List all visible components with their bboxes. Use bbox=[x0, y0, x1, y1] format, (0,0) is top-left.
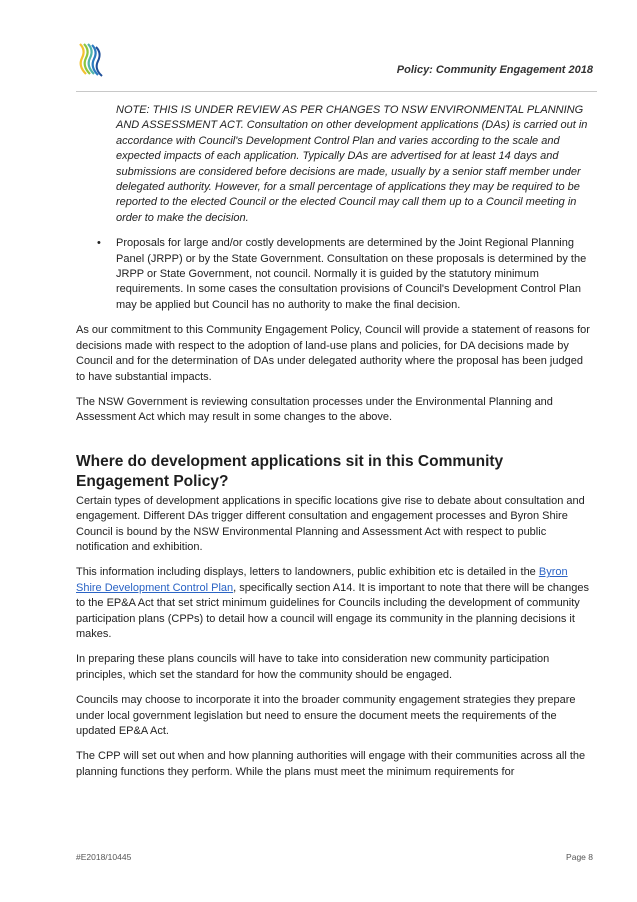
dcp-text-after: , specifically section A14. It is important to note that there will be changes to the EP&A Act that set strict minimum guidelines for Councils including the development of community participation plans (CPPs) to detail how a council will engage its community in the planning decisions it makes. bbox=[76, 581, 589, 640]
paragraph: The CPP will set out when and how planning authorities will engage with their communities across all the planning functions they perform. While the plans must meet the minimum requirements for bbox=[76, 750, 586, 778]
paragraph: In preparing these plans councils will have to take into consideration new community participation principles, which set the standard for how the community should be engaged. bbox=[76, 653, 550, 681]
paragraph: As our commitment to this Community Engagement Policy, Council will provide a statement of reasons for decisions made with respect to the adoption of land-use plans and policies, for DA decisions made by Council and for the determination of DAs under delegated authority where the proposal has been judged to have substantial impacts. bbox=[76, 324, 590, 383]
paragraph: Certain types of development applications in specific locations give rise to debate about consultation and engagement. Different DAs trigger different consultation and engagement processes and Byron Shire Council is bound by the NSW Environmental Planning and Assessment Act with respect to public notification and exhibition. bbox=[76, 494, 585, 553]
bullet-marker: • bbox=[97, 237, 101, 250]
document-reference: #E2018/10445 bbox=[76, 852, 132, 862]
page-number: Page 8 bbox=[566, 852, 593, 862]
list-item bbox=[76, 236, 592, 313]
dcp-link[interactable]: Byron Shire Development Control Plan bbox=[76, 566, 568, 594]
council-logo-icon bbox=[74, 40, 114, 80]
section-heading: Where do development applications sit in this Community Engagement Policy? bbox=[76, 452, 504, 490]
list-item-text: Proposals for large and/or costly developments are determined by the Joint Regional Planning Panel (JRPP) or by the State Government. Consultation on these proposals is determined by the JRPP or State Government, not council. Normally it is guided by the statutory minimum requirements. In some cases the consultation provisions of Council's Development Control Plan may be applied but Council has no authority to make the final decision. bbox=[116, 237, 587, 311]
header-divider bbox=[76, 91, 597, 92]
dcp-paragraph bbox=[76, 565, 592, 642]
paragraph: Councils may choose to incorporate it into the broader community engagement strategies they prepare under local government legislation but need to ensure the document meets the requirements of the updated EP&A Act. bbox=[76, 694, 576, 737]
page-body bbox=[76, 103, 592, 790]
dcp-text-before: This information including displays, letters to landowners, public exhibition etc is detailed in the bbox=[76, 566, 539, 579]
review-note: NOTE: THIS IS UNDER REVIEW AS PER CHANGES TO NSW ENVIRONMENTAL PLANNING AND ASSESSMENT ACT. Consultation on other development applications (DAs) is carried out in accordance with Council's Development Control Plan and varies according to the scale and expected impacts of each application. Typically DAs are advertised for at least 14 days and submissions are considered before decisions are made, usually by a senior staff member under delegated authority. However, for a small percentage of applications they may be required to be reported to the elected Council or the elected Council may call them up to a Council meeting in order to make the decision. bbox=[116, 104, 588, 224]
bullet-list bbox=[76, 236, 592, 313]
paragraph: The NSW Government is reviewing consultation processes under the Environmental Planning and Assessment Act which may result in some changes to the above. bbox=[76, 395, 553, 424]
header-title: Policy: Community Engagement 2018 bbox=[396, 64, 593, 76]
